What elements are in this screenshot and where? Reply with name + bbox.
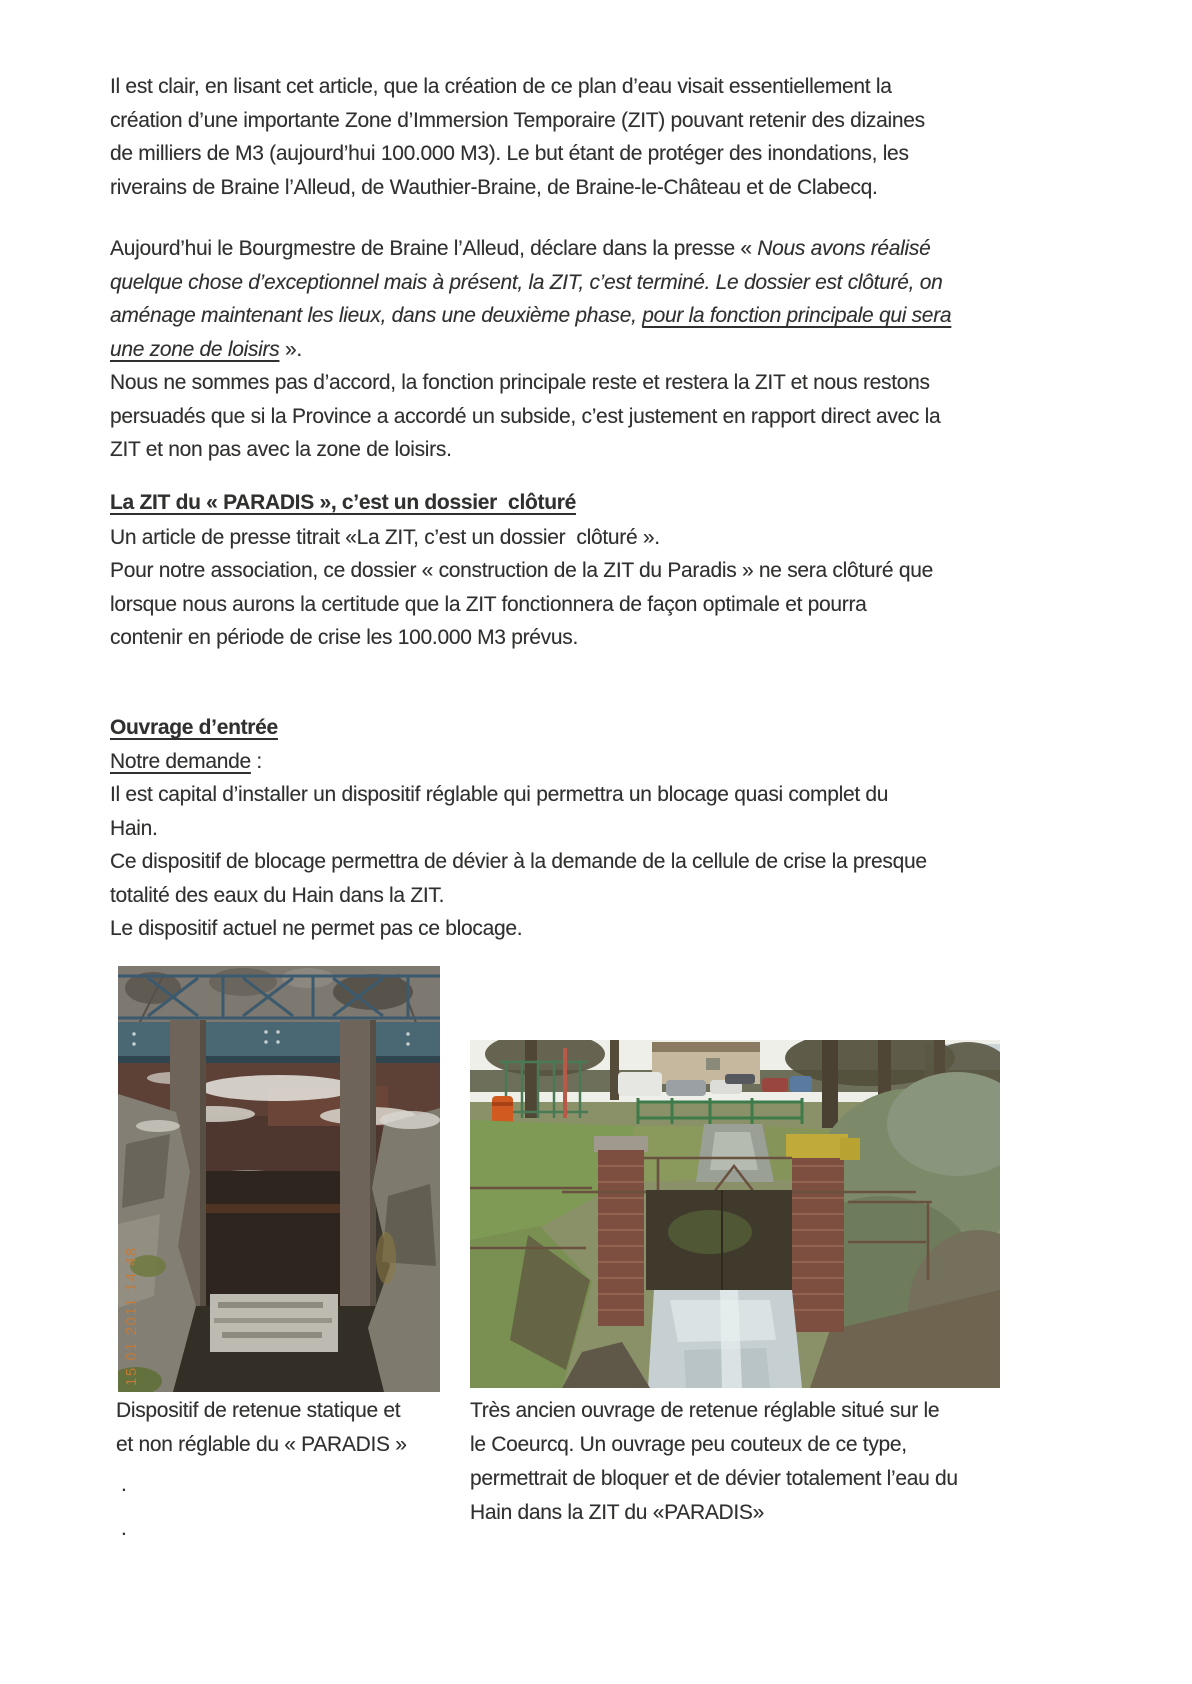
p1-l1: Il est clair, en lisant cet article, que la création de ce plan d’eau visait essentiellement la [110, 75, 892, 98]
yellow-cap [786, 1134, 848, 1158]
caption-right-l3: permettrait de bloquer et de dévier totalement l’eau du [470, 1467, 958, 1490]
p6-l2: totalité des eaux du Hain dans la ZIT. [110, 884, 445, 907]
p3-l1: Nous ne sommes pas d’accord, la fonction principale reste et restera la ZIT et nous restons [110, 371, 930, 394]
p4-l3: lorsque nous aurons la certitude que la ZIT fonctionnera de façon optimale et pourra [110, 593, 867, 616]
p4-l4: contenir en période de crise les 100.000 M3 prévus. [110, 626, 578, 649]
subheading-notre-demande: Notre demande : [110, 750, 262, 773]
caption-left-dot2: . [121, 1517, 127, 1540]
photo-left-image [118, 966, 440, 1392]
photo-left [118, 966, 440, 1392]
p6-l1: Ce dispositif de blocage permettra de dévier à la demande de la cellule de crise la presque [110, 850, 927, 873]
water-lower [648, 1290, 802, 1388]
caption-left-l2: et non réglable du « PARADIS » [116, 1433, 407, 1456]
photo-right-image [470, 1040, 1000, 1388]
p3-l2: persuadés que si la Province a accordé un subside, c’est justement en rapport direct avec la [110, 405, 941, 428]
p1-l4: riverains de Braine l’Alleud, de Wauthier-Braine, de Braine-le-Château et de Clabecq. [110, 176, 878, 199]
p4-l2: Pour notre association, ce dossier « construction de la ZIT du Paradis » ne sera clôturé que [110, 559, 933, 582]
caption-left-dot1: . [121, 1473, 127, 1496]
p1-l3: de milliers de M3 (aujourd’hui 100.000 M3). Le but étant de protéger des inondations, les [110, 142, 909, 165]
p2-l3: aménage maintenant les lieux, dans une deuxième phase, pour la fonction principale qui sera [110, 304, 952, 327]
section-heading-ouvrage-entree: Ouvrage d’entrée [110, 716, 278, 739]
caption-right-l1: Très ancien ouvrage de retenue réglable situé sur le [470, 1399, 940, 1422]
pole [563, 1048, 567, 1118]
photo-timestamp-text: 15 01 2011 14 48 [123, 1246, 140, 1386]
caption-left-l1: Dispositif de retenue statique et [116, 1399, 401, 1422]
water-cascade [210, 1294, 338, 1352]
sluice-gate [202, 1171, 344, 1306]
p1-l2: création d’une importante Zone d’Immersion Temporaire (ZIT) pouvant retenir des dizaines [110, 109, 925, 132]
caption-right-l4: Hain dans la ZIT du «PARADIS» [470, 1501, 765, 1524]
p5-l1: Il est capital d’installer un dispositif réglable qui permettra un blocage quasi complet du [110, 783, 889, 806]
p5-l2: Hain. [110, 817, 158, 840]
p7-l1: Le dispositif actuel ne permet pas ce blocage. [110, 917, 523, 940]
section-heading-zit-paradis: La ZIT du « PARADIS », c’est un dossier clôturé [110, 491, 576, 514]
weir-left-pillar [594, 1136, 648, 1326]
photo-right [470, 1040, 1000, 1388]
p3-l3: ZIT et non pas avec la zone de loisirs. [110, 438, 452, 461]
p2-l1: Aujourd’hui le Bourgmestre de Braine l’Alleud, déclare dans la presse « Nous avons réalisé [110, 237, 931, 260]
p2-l4: une zone de loisirs ». [110, 338, 302, 361]
p4-l1: Un article de presse titrait «La ZIT, c’est un dossier clôturé ». [110, 526, 660, 549]
p2-l2: quelque chose d’exceptionnel mais à présent, la ZIT, c’est terminé. Le dossier est clôturé, on [110, 271, 943, 294]
caption-right-l2: le Coeurcq. Un ouvrage peu couteux de ce type, [470, 1433, 907, 1456]
weir-gate [646, 1190, 792, 1290]
